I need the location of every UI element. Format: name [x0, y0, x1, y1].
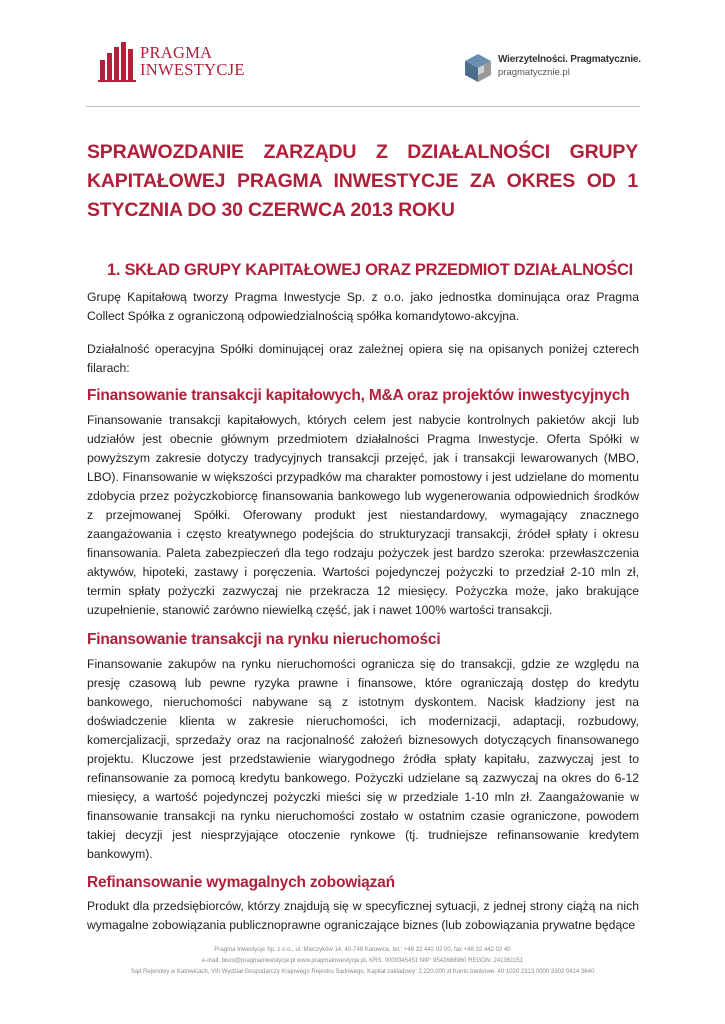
footer-registry: Sąd Rejonowy w Katowicach, VIII Wydział Gospodarczy Krajowego Rejestru Sądowego, Kapitał zakładowy: 2.220.000 zł Konto bankowe: 40 1020 2313 0000 3302 0414 3640	[130, 969, 595, 975]
header-divider	[86, 106, 640, 107]
page-footer	[0, 945, 725, 978]
logo-line-inwestycje: INWESTYCJE	[140, 60, 245, 79]
document-title: SPRAWOZDANIE ZARZĄDU Z DZIAŁALNOŚCI GRUPY KAPITAŁOWEJ PRAGMA INWESTYCJE ZA OKRES OD 1 STYCZNIA DO 30 CZERWCA 2013 ROKU	[87, 141, 638, 221]
subheading-capital-transactions: Finansowanie transakcji kapitałowych, M&A oraz projektów inwestycyjnych	[87, 387, 630, 404]
cube-logo-icon	[462, 52, 494, 84]
logo-line-pragma: PRAGMA	[140, 43, 213, 62]
paragraph-capital-transactions: Finansowanie transakcji kapitałowych, których celem jest nabycie kontrolnych pakietów akcji lub udziałów jest obecnie głównym przedmiotem działalności Pragma Inwestycje. Oferta Spółki w powyższym zakresie dotyczy tradycyjnych transakcji przejęć, jak i transakcji lewarowanych (MBO, LBO). Finansowanie w większości przypadków ma charakter pomostowy i jest udzielane do momentu zdobycia przez pożyczkobiorcę finansowania bankowego lub wygenerowania odpowiednich środków z przejmowanej Spółki. Oferowany produkt jest niestandardowy, wymagający znacznego zaangażowania i często kreatywnego podejścia do strukturyzacji transakcji, źródeł spłaty i okresu finansowania. Paleta zabezpieczeń dla tego rodzaju pożyczek jest bardzo szeroka: przewłaszczenia aktywów, hipoteki, zastawy i poręczenia. Wartości pojedynczej pożyczki to przedział 2-10 mln zł, termin spłaty pożyczki zazwyczaj nie przekracza 12 miesięcy. Pożyczka może, jako brakujące uzupełnienie, stanowić zarówno niewielką część, jak i nawet 100% wartości transakcji.	[87, 413, 639, 617]
section-heading: 1. SKŁAD GRUPY KAPITAŁOWEJ ORAZ PRZEDMIOT DZIAŁALNOŚCI	[107, 261, 633, 279]
subheading-real-estate: Finansowanie transakcji na rynku nieruchomości	[87, 631, 441, 648]
logo-url: pragmatycznie.pl	[498, 67, 570, 78]
paragraph-real-estate: Finansowanie zakupów na rynku nieruchomości ogranicza się do transakcji, gdzie ze względu na presję czasową lub pewne ryzyka prawne i finansowe, które ograniczają dostęp do kredytu bankowego, nieruchomości nabywane są z istotnym dyskontem. Nacisk kładziony jest na doświadczenie klienta w zakresie nieruchomości, ich modernizacji, adaptacji, rozbudowy, komercjalizacji, sprzedaży oraz na racjonalność założeń biznesowych dotyczących finansowanego projektu. Kluczowe jest przedstawienie wiarygodnego źródła spłaty kapitału, zazwyczaj jest to refinansowanie za pomocą kredytu bankowego. Pożyczki udzielane są zazwyczaj na okres do 6-12 miesięcy, a wartość pojedynczej pożyczki mieści się w przedziale 1-10 mln zł. Zaangażowanie w finansowanie transakcji na rynku nieruchomości zostało w ostatnim czasie ograniczone, powodem takiej decyzji jest niesprzyjające otoczenie rynkowe (tj. trudniejsze refinansowanie kredytem bankowym).	[87, 657, 639, 861]
subheading-refinancing: Refinansowanie wymagalnych zobowiązań	[87, 874, 395, 891]
logo-tagline: Wierzytelności. Pragmatycznie.	[498, 54, 641, 65]
pragma-bars-logo-icon	[98, 40, 140, 86]
pragmatycznie-logo	[462, 50, 642, 90]
footer-address: Pragma Inwestycje Sp. z o.o., ul. Mieczyków 14, 40-748 Katowice, tel.: +48 32 442 02 00, fax +48 32 442 02 40	[214, 947, 511, 953]
page-header	[0, 0, 725, 110]
paragraph-group-composition: Grupę Kapitałową tworzy Pragma Inwestycje Sp. z o.o. jako jednostka dominująca oraz Pragma Collect Spółka z ograniczoną odpowiedzialnością spółka komandytowo-akcyjna.	[87, 290, 639, 323]
pragma-inwestycje-logo	[98, 40, 245, 90]
paragraph-pillars-intro: Działalność operacyjna Spółki dominującej oraz zależnej opiera się na opisanych poniżej czterech filarach:	[87, 342, 639, 375]
footer-contact: e-mail: biuro@pragmainwestycje.pl www.pragmainwestycje.pl, KRS: 0000345451 NIP: 9542688960 REGON: 241361151	[201, 958, 524, 964]
paragraph-refinancing: Produkt dla przedsiębiorców, którzy znajdują się w specyficznej sytuacji, z jednej strony ciążą na nich wymagalne zobowiązania publicznoprawne ograniczające biznes (lub zobowiązania prywatne będące	[87, 899, 639, 932]
